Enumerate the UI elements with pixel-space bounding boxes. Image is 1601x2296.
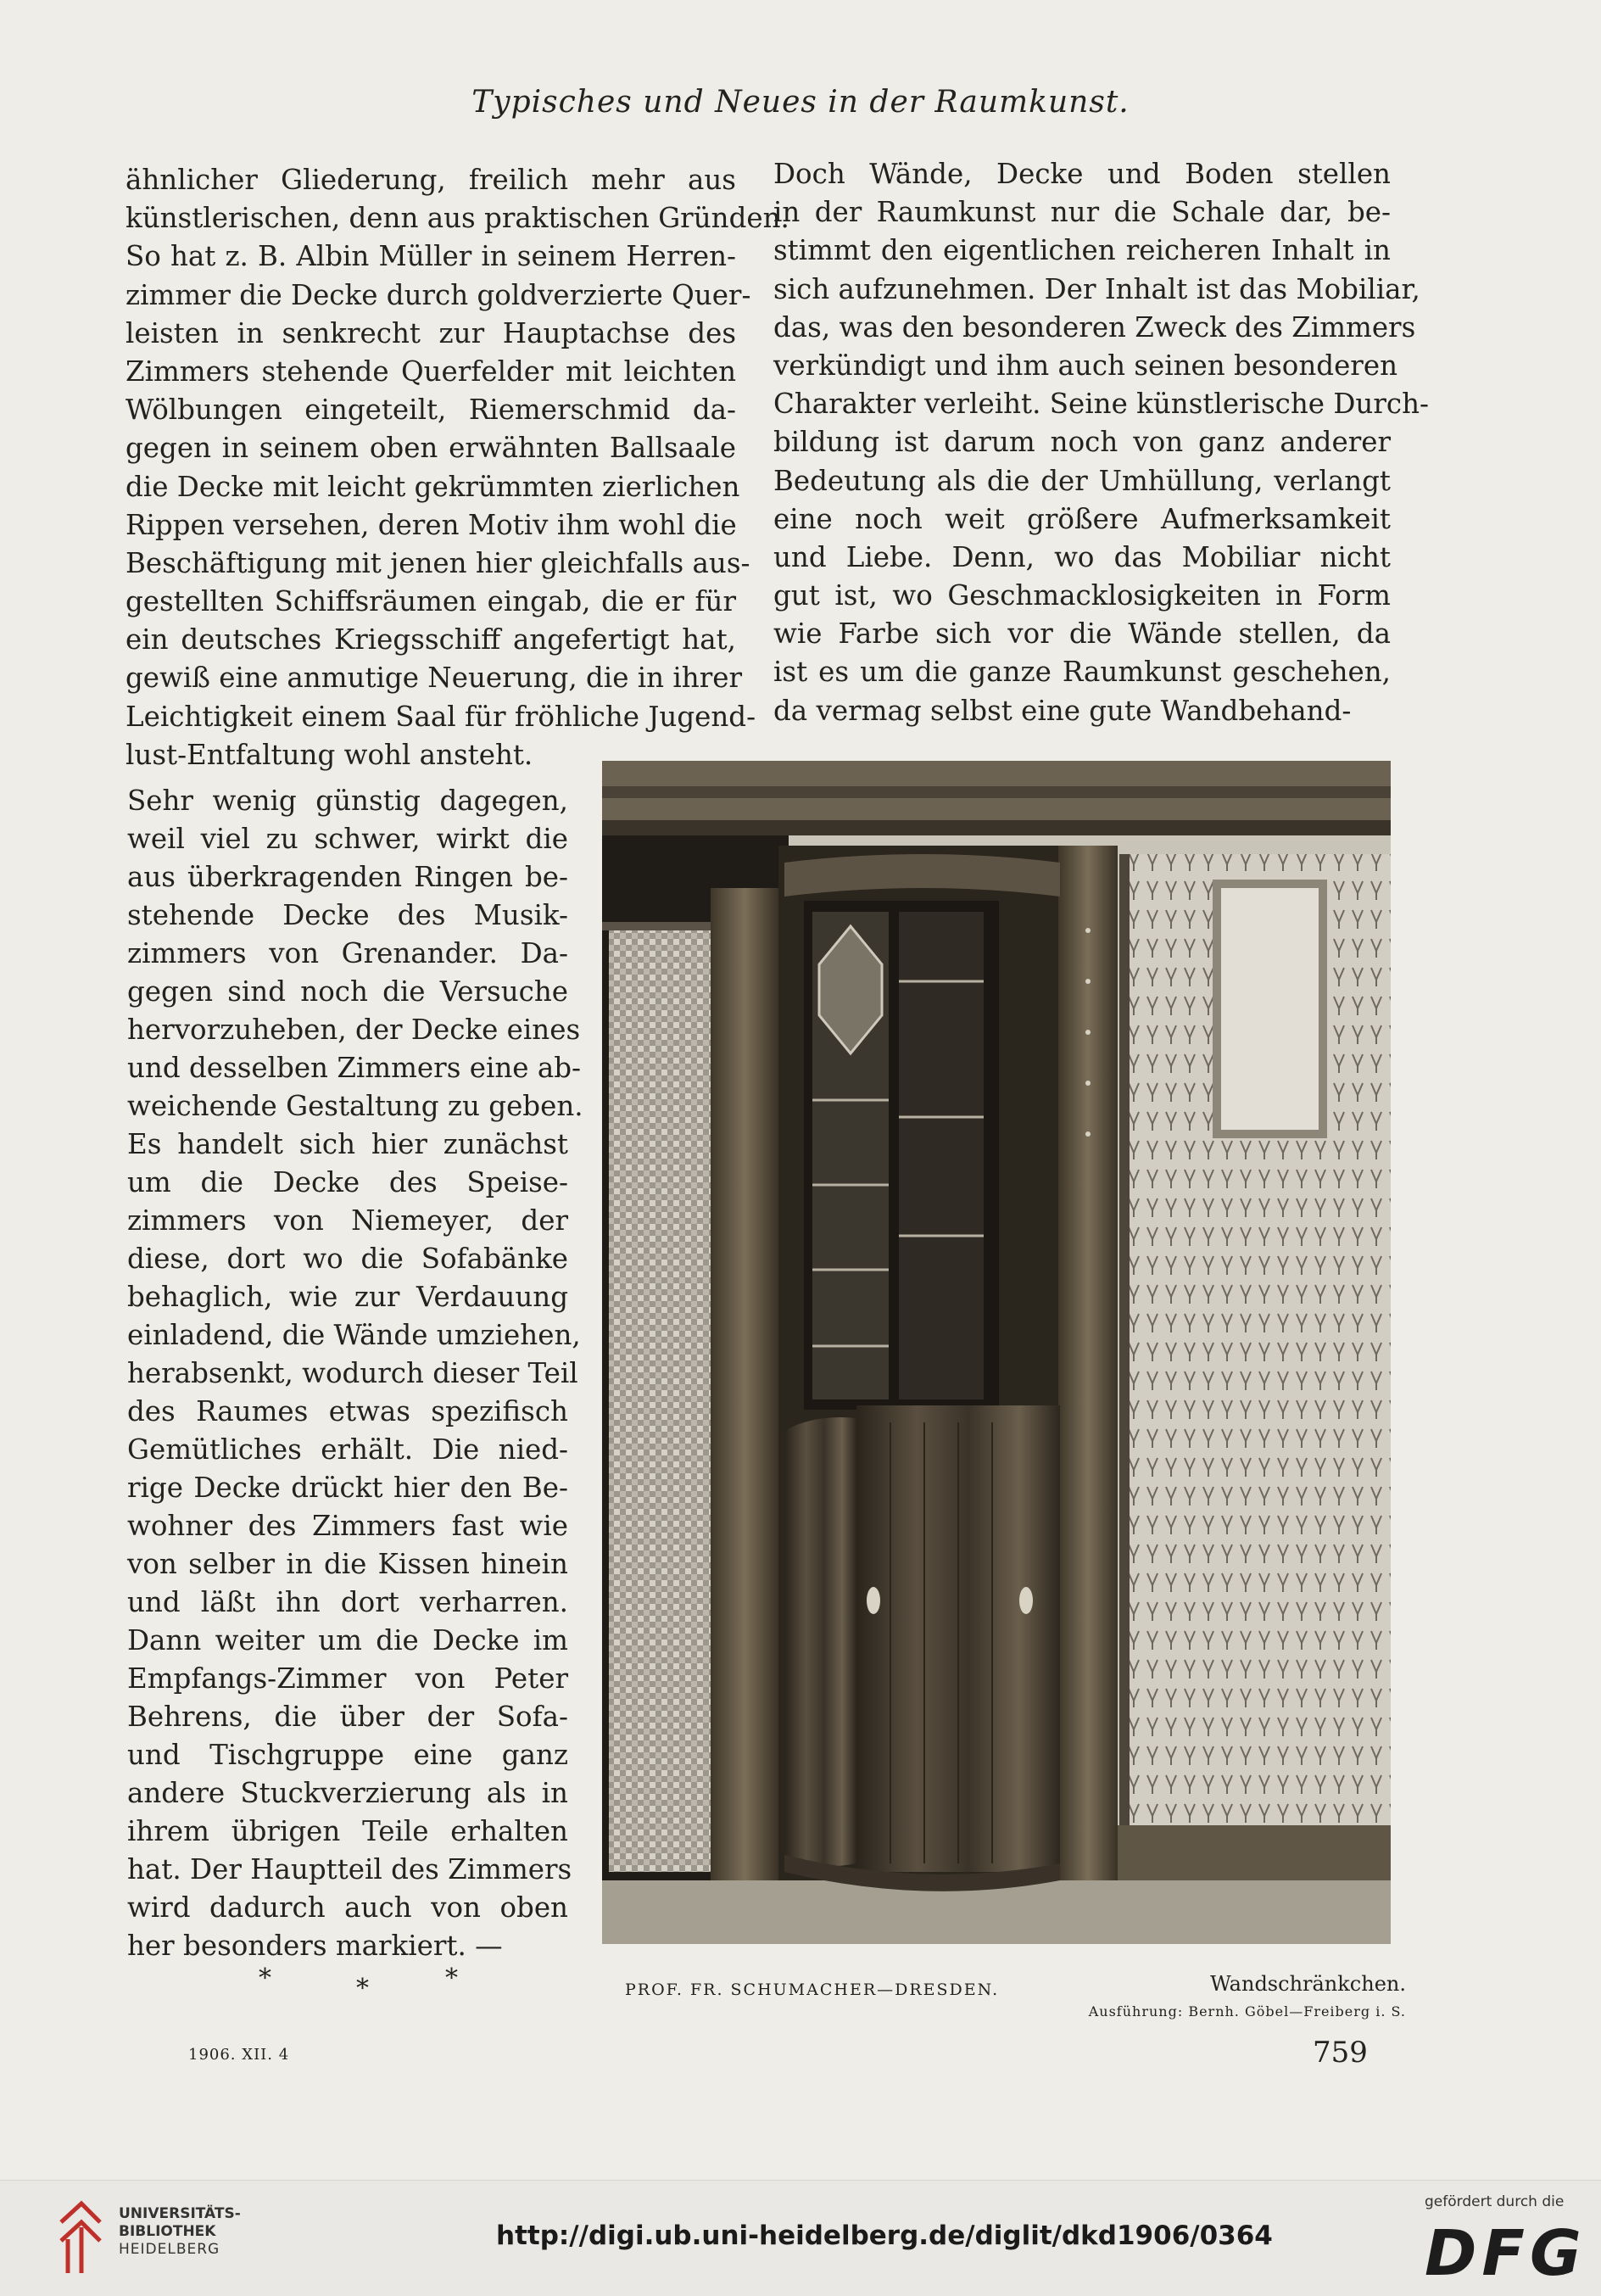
text-line: zimmers von Grenander. Da- <box>127 937 568 969</box>
text-line: eine noch weit größere Aufmerksamkeit <box>773 502 1391 535</box>
text-line: und Liebe. Denn, wo das Mobiliar nicht <box>773 540 1391 573</box>
text-line: Leichtigkeit einem Saal für fröhliche Jugend- <box>126 700 756 733</box>
text-line: Wölbungen eingeteilt, Riemerschmid da- <box>126 394 736 427</box>
source-url-link[interactable]: http://digi.ub.uni-heidelberg.de/diglit/dkd1906/0364 <box>496 2221 1273 2251</box>
text-line: bildung ist darum noch von ganz anderer <box>773 426 1391 459</box>
text-line: Doch Wände, Decke und Boden stellen <box>773 158 1391 190</box>
text-line: stimmt den eigentlichen reicheren Inhalt in <box>773 234 1391 267</box>
library-name-line: UNIVERSITÄTS- <box>119 2205 241 2222</box>
text-line: zimmer die Decke durch goldverzierte Quer- <box>126 278 751 311</box>
text-line: leisten in senkrecht zur Hauptachse des <box>126 316 736 349</box>
text-line: ist es um die ganze Raumkunst geschehen, <box>773 656 1391 689</box>
text-line: sich aufzunehmen. Der Inhalt ist das Mobiliar, <box>773 272 1420 305</box>
dfg-logo: DFG <box>1425 2217 1587 2290</box>
text-line: die Decke mit leicht gekrümmten zierlichen <box>126 470 740 503</box>
text-line: wie Farbe sich vor die Wände stellen, da <box>773 617 1391 651</box>
text-line: Es handelt sich hier zunächst <box>127 1128 568 1160</box>
text-line: Beschäftigung mit jenen hier gleichfalls aus- <box>126 546 750 579</box>
running-head: Typisches und Neues in der Raumkunst. <box>471 85 1130 120</box>
text-line: behaglich, wie zur Verdauung <box>127 1281 568 1313</box>
university-library-name <box>119 2205 241 2259</box>
text-line: und läßt ihn dort verharren. <box>127 1586 568 1618</box>
signature-mark: 1906. XII. 4 <box>188 2046 290 2064</box>
text-line: her besonders markiert. — <box>127 1930 503 1962</box>
text-line: So hat z. B. Albin Müller in seinem Herren- <box>126 240 736 273</box>
text-line: künstlerischen, denn aus praktischen Gründen. <box>126 202 789 235</box>
text-line: Bedeutung als die der Umhüllung, verlangt <box>773 464 1391 497</box>
library-name-line: BIBLIOTHEK <box>119 2223 216 2240</box>
text-line: andere Stuckverzierung als in <box>127 1777 568 1809</box>
text-line: und desselben Zimmers eine ab- <box>127 1052 581 1084</box>
narrow-column <box>127 782 583 1965</box>
text-line: verkündigt und ihm auch seinen besonderen <box>773 349 1398 382</box>
text-line: Gemütliches erhält. Die nied- <box>127 1433 568 1466</box>
text-line: Charakter verleiht. Seine künstlerische Durch- <box>773 388 1430 421</box>
text-line: ein deutsches Kriegsschiff angefertigt hat, <box>126 623 736 656</box>
text-line: da vermag selbst eine gute Wandbehand- <box>773 694 1352 727</box>
page-number: 759 <box>1313 2036 1368 2070</box>
text-line: des Raumes etwas spezifisch <box>127 1395 568 1427</box>
text-line: das, was den besonderen Zweck des Zimmers <box>773 310 1416 344</box>
text-line: hat. Der Hauptteil des Zimmers <box>127 1853 572 1885</box>
photo-credit: PROF. FR. SCHUMACHER—DRESDEN. <box>625 1980 1000 1999</box>
university-library-logo-icon <box>56 2197 105 2278</box>
text-line: um die Decke des Speise- <box>127 1166 568 1198</box>
text-line: diese, dort wo die Sofabänke <box>127 1243 568 1275</box>
text-line: Rippen versehen, deren Motiv ihm wohl die <box>126 508 737 541</box>
text-line: weichende Gestaltung zu geben. <box>127 1090 583 1122</box>
text-line: herabsenkt, wodurch dieser Teil <box>127 1357 578 1389</box>
text-line: gut ist, wo Geschmacklosigkeiten in Form <box>773 579 1391 612</box>
text-line: gegen in seinem oben erwähnten Ballsaale <box>126 432 736 465</box>
text-line: stehende Decke des Musik- <box>127 899 568 931</box>
text-line: Zimmers stehende Querfelder mit leichten <box>126 355 736 388</box>
text-line: ähnlicher Gliederung, freilich mehr aus <box>126 164 736 196</box>
text-line: hervorzuheben, der Decke eines <box>127 1014 581 1046</box>
text-line: gegen sind noch die Versuche <box>127 975 568 1008</box>
text-line: Behrens, die über der Sofa- <box>127 1701 568 1733</box>
text-line: Dann weiter um die Decke im <box>127 1624 568 1656</box>
text-line: ihrem übrigen Teile erhalten <box>127 1815 568 1847</box>
text-line: lust-Entfaltung wohl ansteht. <box>126 738 533 771</box>
library-name-line: HEIDELBERG <box>119 2241 220 2258</box>
right-column <box>773 155 1430 730</box>
text-line: rige Decke drückt hier den Be- <box>127 1472 568 1504</box>
text-line: von selber in die Kissen hinein <box>127 1548 568 1580</box>
text-line: einladend, die Wände umziehen, <box>127 1319 581 1351</box>
text-line: gewiß eine anmutige Neuerung, die in ihrer <box>126 662 743 695</box>
photo-execution-note: Ausführung: Bernh. Göbel—Freiberg i. S. <box>1088 2003 1406 2019</box>
section-break-star: * <box>445 1964 458 1993</box>
text-line: zimmers von Niemeyer, der <box>127 1204 568 1237</box>
text-line: wird dadurch auch von oben <box>127 1891 568 1924</box>
left-column <box>126 161 789 774</box>
text-line: und Tischgruppe eine ganz <box>127 1739 568 1771</box>
text-line: aus überkragenden Ringen be- <box>127 861 568 893</box>
text-line: weil viel zu schwer, wirkt die <box>127 823 568 855</box>
text-line: in der Raumkunst nur die Schale dar, be- <box>773 196 1391 229</box>
cabinet-photograph <box>602 761 1391 1944</box>
text-line: Sehr wenig günstig dagegen, <box>127 785 568 817</box>
sponsor-label: gefördert durch die <box>1425 2193 1565 2210</box>
section-break-star: * <box>259 1964 271 1993</box>
section-break-star: * <box>356 1974 369 2003</box>
text-line: gestellten Schiffsräumen eingab, die er für <box>126 585 736 618</box>
photo-title: Wandschränkchen. <box>1210 1972 1406 1996</box>
text-line: wohner des Zimmers fast wie <box>127 1510 568 1542</box>
text-line: Empfangs-Zimmer von Peter <box>127 1662 568 1695</box>
